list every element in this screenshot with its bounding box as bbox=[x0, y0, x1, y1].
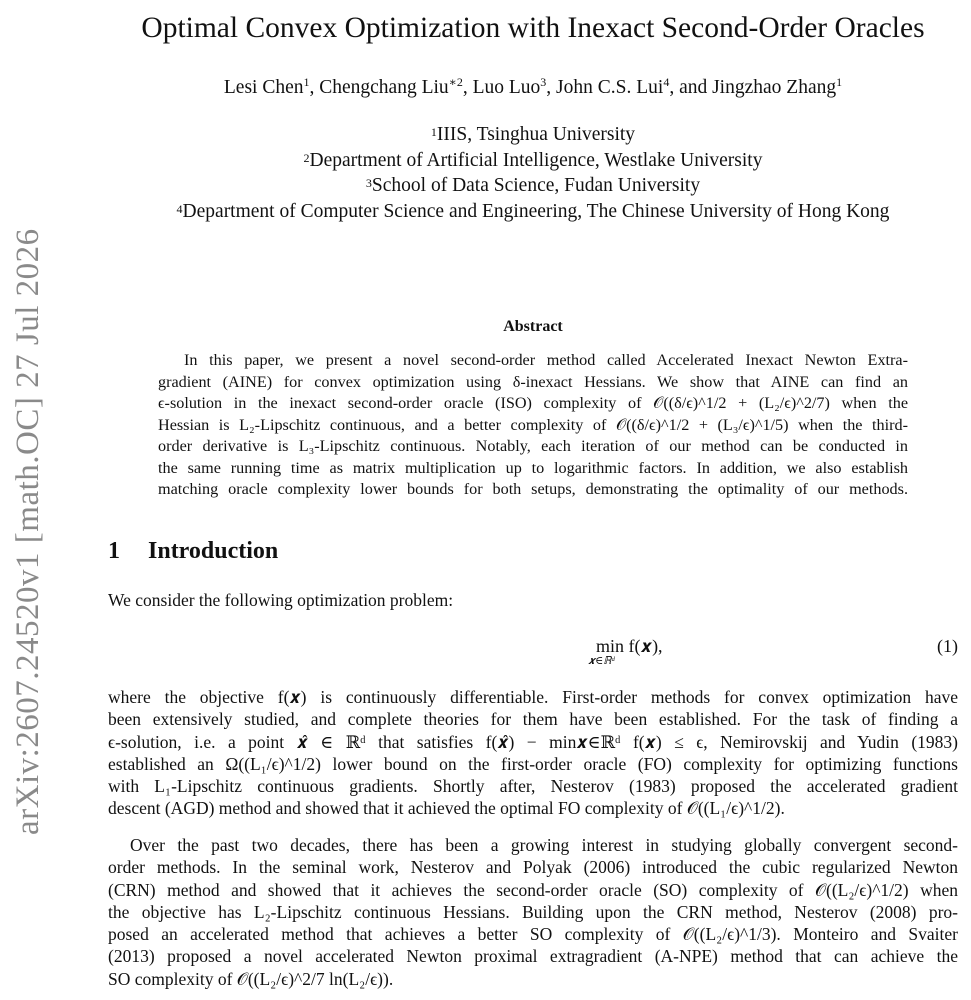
intro-lead: We consider the following optimization problem: bbox=[108, 590, 454, 610]
affiliation-text: Department of Artificial Intelligence, Westlake University bbox=[309, 149, 763, 171]
abstract-line: order derivative is L₃-Lipschitz continuous. Notably, each iteration of our method can be conducted in bbox=[158, 437, 908, 455]
abstract-line: matching oracle complexity lower bounds for both setups, demonstrating the optimality of our methods. bbox=[158, 480, 908, 498]
author-name: Lesi Chen bbox=[223, 77, 304, 98]
abstract-line: gradient (AINE) for convex optimization using δ-inexact Hessians. We show that AINE can find an bbox=[158, 372, 908, 391]
text-line: been extensively studied, and complete theories for them have been established. For the task of finding a bbox=[108, 709, 958, 730]
text-line: SO complexity of 𝒪((L₂/ϵ)^2/7 ln(L₂/ϵ)). bbox=[108, 968, 394, 989]
equation-subscript: 𝒙∈ℝᵈ bbox=[588, 655, 615, 667]
paper-title: Optimal Convex Optimization with Inexact Second-Order Oracles bbox=[141, 12, 925, 44]
text-line: (2013) proposed a novel accelerated Newton proximal extragradient (A-NPE) method that can achieve the bbox=[108, 946, 958, 967]
affiliation-mark: 3 bbox=[365, 176, 372, 190]
affiliation-mark: 4 bbox=[176, 201, 183, 216]
text-line: established an Ω((L₁/ϵ)^1/2) lower bound on the first-order oracle (FO) complexity for optimizing functions bbox=[108, 753, 958, 774]
equation-body: min f(𝒙), bbox=[596, 636, 663, 656]
text-line: order methods. In the seminal work, Nesterov and Polyak (2006) introduced the cubic regularized Newton bbox=[108, 857, 958, 878]
affiliation-list bbox=[108, 122, 958, 224]
text-line: Over the past two decades, there has been a growing interest in studying globally convergent second- bbox=[130, 835, 958, 855]
affiliation-line bbox=[108, 148, 958, 174]
author-name: Luo Luo bbox=[472, 77, 541, 98]
affiliation-mark: 2 bbox=[303, 150, 310, 165]
section-heading bbox=[108, 538, 278, 565]
text-line: descent (AGD) method and showed that it achieved the optimal FO complexity of 𝒪((L₁/ϵ)^1/2). bbox=[108, 798, 785, 819]
arxiv-sidebar-stamp: arXiv:2607.24520v1 [math.OC] 27 Jul 2026 bbox=[10, 228, 46, 835]
affiliation-text: School of Data Science, Fudan University bbox=[371, 175, 701, 196]
section-title: Introduction bbox=[148, 538, 279, 564]
author-affiliation-mark: 4 bbox=[663, 75, 670, 89]
abstract-line: Hessian is L₂-Lipschitz continuous, and a better complexity of 𝒪((δ/ϵ)^1/2 + (L₃/ϵ)^1/5) when the third- bbox=[158, 415, 908, 434]
affiliation-line bbox=[108, 173, 958, 199]
text-line: (CRN) method and showed that it achieves the second-order oracle (SO) complexity of 𝒪((L₂/ϵ)^1/2) when bbox=[108, 879, 958, 900]
affiliation-line bbox=[108, 199, 958, 225]
equation-1 bbox=[108, 634, 958, 674]
abstract-line: the same running time as matrix multiplication up to logarithmic factors. In addition, we also establish bbox=[158, 458, 908, 477]
abstract-body bbox=[158, 350, 908, 501]
affiliation-mark: 1 bbox=[430, 125, 437, 139]
equation-number: (1) bbox=[937, 636, 958, 656]
author-affiliation-mark: 3 bbox=[540, 75, 547, 89]
intro-paragraph-1 bbox=[108, 686, 958, 820]
intro-paragraph-2 bbox=[108, 834, 958, 990]
author-name: John C.S. Lui bbox=[556, 77, 664, 98]
text-line: the objective has L₂-Lipschitz continuous Hessians. Building upon the CRN method, Nesterov (2008) pro- bbox=[108, 901, 958, 922]
author-name: Jingzhao Zhang bbox=[712, 77, 837, 98]
text-line: where the objective f(𝒙) is continuously differentiable. First-order methods for convex optimization have bbox=[108, 687, 958, 707]
author-affiliation-mark: ∗2 bbox=[448, 75, 463, 89]
text-line: with L₁-Lipschitz continuous gradients. Shortly after, Nesterov (1983) proposed the accelerated gradient bbox=[108, 776, 958, 797]
abstract-line: ϵ-solution in the inexact second-order oracle (ISO) complexity of 𝒪((δ/ϵ)^1/2 + (L₂/ϵ)^2/7) when the bbox=[158, 394, 908, 412]
author-affiliation-mark: 1 bbox=[303, 75, 310, 89]
affiliation-text: Department of Computer Science and Engineering, The Chinese University of Hong Kong bbox=[182, 200, 890, 222]
section-number: 1 bbox=[108, 538, 120, 564]
author-list: Lesi Chen$^1$, Chengchang Liu$^{∗2}$, Luo Luo$^3$, John C.S. Lui$^4$, and Jingzhao Zhang$^1$ bbox=[223, 75, 843, 98]
author-affiliation-mark: 1 bbox=[836, 75, 843, 89]
abstract-line: In this paper, we present a novel second-order method called Accelerated Inexact Newton Extra- bbox=[184, 351, 908, 369]
text-line: posed an accelerated method that achieves a better SO complexity of 𝒪((L₂/ϵ)^1/3). Monteiro and Svaiter bbox=[108, 924, 958, 945]
text-line: ϵ-solution, i.e. a point 𝒙̂ ∈ ℝᵈ that satisfies f(𝒙̂) − min𝒙∈ℝᵈ f(𝒙) ≤ ϵ, Nemirovskij and Yudin (1983) bbox=[108, 731, 958, 752]
affiliation-line bbox=[108, 122, 958, 148]
author-name: Chengchang Liu bbox=[319, 77, 449, 98]
abstract-heading: Abstract bbox=[503, 318, 563, 335]
affiliation-text: IIIS, Tsinghua University bbox=[436, 124, 636, 145]
